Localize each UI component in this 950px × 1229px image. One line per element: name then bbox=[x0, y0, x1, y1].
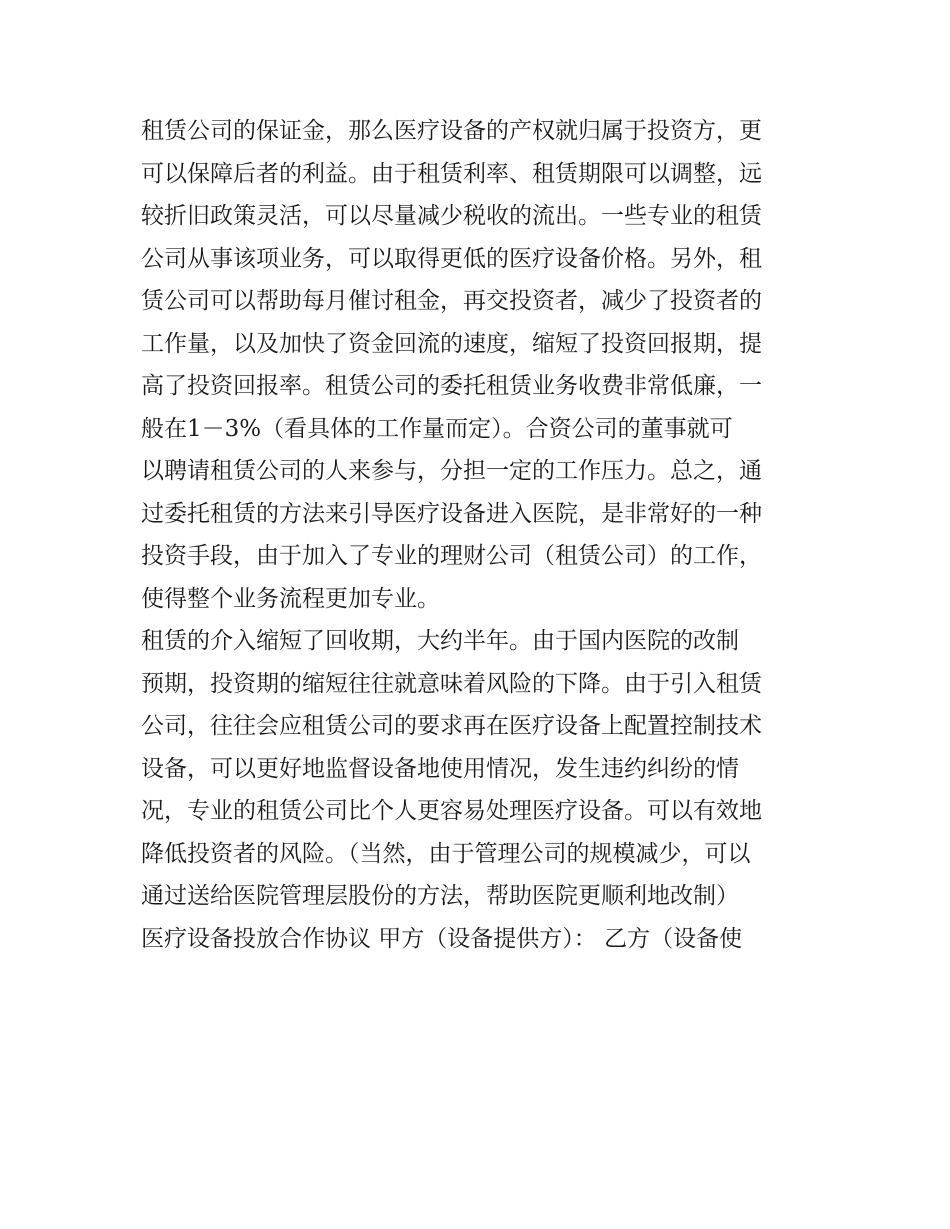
text-line: 租赁公司的保证金，那么医疗设备的产权就归属于投资方，更 bbox=[141, 118, 762, 144]
text-line: 以聘请租赁公司的人来参与，分担一定的工作压力。总之，通 bbox=[141, 458, 762, 484]
text-line: 过委托租赁的方法来引导医疗设备进入医院，是非常好的一种 bbox=[141, 500, 762, 527]
document-body bbox=[141, 110, 821, 960]
text-line: 高了投资回报率。租赁公司的委托租赁业务收费非常低廉，一 bbox=[141, 373, 762, 399]
text-line: 使得整个业务流程更加专业。 bbox=[141, 585, 440, 612]
text-line: 租赁的介入缩短了回收期，大约半年。由于国内医院的改制 bbox=[141, 628, 739, 654]
text-line: 公司从事该项业务，可以取得更低的医疗设备价格。另外，租 bbox=[141, 245, 762, 272]
text-line: 工作量，以及加快了资金回流的速度，缩短了投资回报期，提 bbox=[141, 330, 762, 357]
text-line: 较折旧政策灵活，可以尽量减少税收的流出。一些专业的租赁 bbox=[141, 203, 762, 229]
text-line: 般在1－3%（看具体的工作量而定）。合资公司的董事就可 bbox=[141, 415, 733, 442]
text-line: 况，专业的租赁公司比个人更容易处理医疗设备。可以有效地 bbox=[141, 798, 762, 824]
text-line: 设备，可以更好地监督设备地使用情况，发生违约纠纷的情 bbox=[141, 755, 739, 782]
text-line: 医疗设备投放合作协议 甲方（设备提供方）： 乙方（设备使 bbox=[141, 925, 743, 952]
text-line: 投资手段，由于加入了专业的理财公司（租赁公司）的工作， bbox=[141, 543, 762, 569]
text-line: 降低投资者的风险。（当然，由于管理公司的规模减少，可以 bbox=[141, 840, 751, 867]
text-line: 通过送给医院管理层股份的方法，帮助医院更顺利地改制） bbox=[141, 883, 739, 909]
text-line: 预期，投资期的缩短往往就意味着风险的下降。由于引入租赁 bbox=[141, 670, 762, 697]
text-line: 赁公司可以帮助每月催讨租金，再交投资者，减少了投资者的 bbox=[141, 288, 762, 314]
text-line: 公司，往往会应租赁公司的要求再在医疗设备上配置控制技术 bbox=[141, 713, 762, 739]
text-line: 可以保障后者的利益。由于租赁利率、租赁期限可以调整，远 bbox=[141, 160, 762, 187]
